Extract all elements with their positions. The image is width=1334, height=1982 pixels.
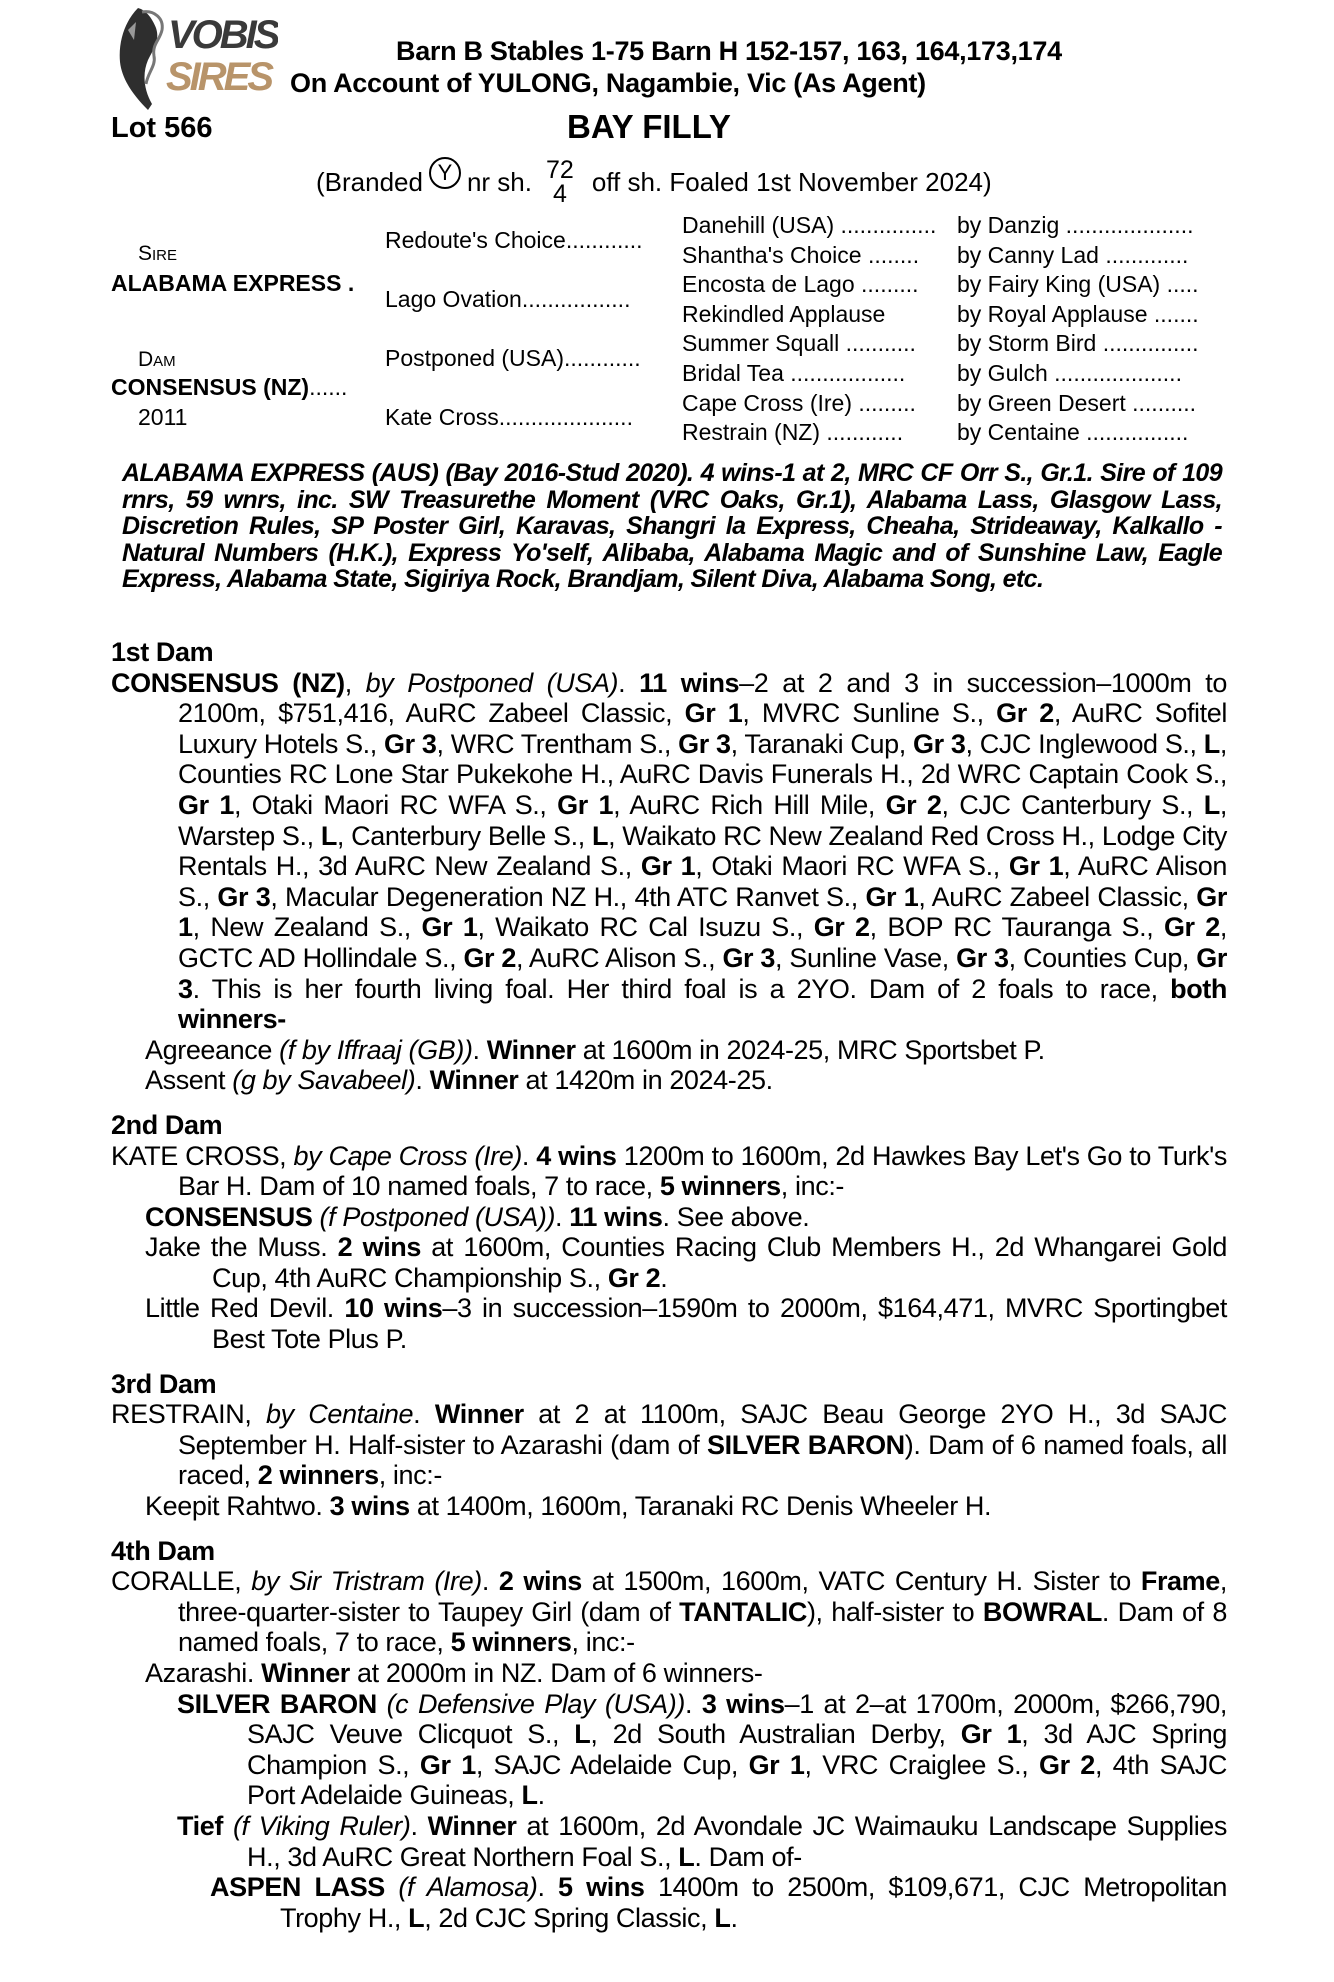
section-heading: 4th Dam [111,1535,215,1566]
leader-dots: ........ [867,241,920,268]
text-run: both winners- [178,973,1227,1035]
text-run: 4 wins [536,1140,617,1171]
great-grandsire-name: by Gulch [957,360,1048,386]
leader-dots: .......... [1132,389,1197,416]
great-grandsire-name: by Centaine [957,419,1080,446]
text-run: , WRC Trentham S., [436,728,679,759]
pedigree-great-grandparent [682,330,916,357]
text-run: . [684,1688,702,1719]
section-heading: 2nd Dam [111,1109,223,1140]
pedigree-great-grandparent [682,390,916,417]
text-run: L [408,1902,425,1933]
progeny-record [111,1232,1227,1293]
leader-dots: ................ [1086,419,1189,446]
text-run: . This is her fourth living foal. Her third foal is a 2YO. Dam of 2 foals to race, [192,973,1171,1004]
text-run: SILVER BARON [177,1688,377,1719]
sire-dots: . [347,270,355,296]
text-run: , AuRC Sofitel Luxury Hotels S., [178,698,1227,759]
dam-record [111,1141,1227,1202]
text-run: , Macular Degeneration NZ H., 4th ATC Ranvet S., [270,881,866,912]
text-run: , Counties Cup, [1008,942,1197,973]
text-run: L [714,1902,731,1933]
pedigree-great-grandsire [957,390,1196,417]
text-run [385,1872,399,1902]
text-run: Gr 1 [865,881,919,912]
text-run: at 2 at 1100m, SAJC Beau George 2YO H., 3d SAJC September H. Half-sister to Azarashi (dam of [178,1399,1227,1460]
great-grandparent-name: Shantha's Choice [682,241,862,268]
text-run: TANTALIC [679,1596,807,1627]
sire-label: Sire [138,242,178,265]
text-run: Frame [1140,1566,1220,1597]
leader-dots: ................. [521,286,631,312]
text-run: . [555,1201,570,1232]
text-run: , AuRC Zabeel Classic, [918,881,1197,912]
text-run: . [410,1810,428,1841]
foaling-date: off sh. Foaled 1st November 2024) [591,166,992,197]
progeny-record [111,1689,1227,1811]
leader-dots: ............. [1105,241,1189,268]
text-run: at 1600m in 2024-25, MRC Sportsbet P. [575,1034,1045,1065]
text-run: 5 wins [558,1872,645,1903]
text-run: (f Alamosa) [398,1872,538,1903]
barn-location: Barn B Stables 1-75 Barn H 152-157, 163, 164,173,174 [396,36,1062,66]
text-run: , SAJC Adelaide Cup, [475,1749,749,1780]
great-grandsire-name: by Canny Lad [957,241,1099,268]
great-grandparent-name: Restrain (NZ) [682,419,821,446]
brand-symbol-icon: Y [429,157,461,189]
text-run: Gr 3 [956,942,1009,973]
dam-name-text: CONSENSUS (NZ) [111,374,310,400]
text-run: 2 wins [337,1232,421,1263]
progeny-record [111,1872,1227,1933]
text-run: SILVER BARON [707,1429,905,1460]
dam-record [111,668,1227,1035]
great-grandsire-name: by Storm Bird [957,330,1097,357]
pedigree-great-grandparent [682,212,936,239]
dam-dots: ...... [309,374,348,400]
pedigree-great-grandparent [682,271,919,298]
leader-dots: ..... [1166,271,1199,298]
text-run: Gr 2 [1163,912,1220,943]
text-run: Gr 1 [684,698,743,729]
text-run: ). Dam of 6 named foals, all raced, [178,1429,1227,1491]
text-run: . [730,1902,738,1933]
text-run: , inc:- [780,1171,845,1202]
pedigree-great-grandsire [957,242,1188,269]
great-grandsire-name: by Royal Applause [957,300,1148,327]
text-run: , CJC Canterbury S., [941,789,1204,820]
text-run: (c Defensive Play (USA)) [386,1688,685,1719]
text-run: Assent [145,1065,233,1096]
text-run: by Cape Cross (Ire) [293,1140,522,1171]
pedigree-great-grandparent [682,419,903,446]
text-run: Winner [261,1658,350,1688]
vobis-sires-logo [108,0,278,112]
leader-dots: ............... [840,212,937,238]
text-run: . [537,1780,545,1811]
pedigree-great-grandsire [957,360,1182,387]
lot-number: Lot 566 [111,112,213,144]
text-run: , AuRC Alison S., [178,851,1227,912]
text-run: , AuRC Alison S., [516,942,723,973]
dam-record [111,1566,1227,1658]
text-run: , 3d AJC Spring Champion S., [247,1719,1228,1780]
vendor-account: On Account of YULONG, Nagambie, Vic (As Agent) [290,68,926,98]
text-run: . [472,1034,487,1065]
progeny-record [111,1065,1227,1096]
great-grandparent-name: Summer Squall [682,330,840,357]
text-run: 1200m to 1600m, 2d Hawkes Bay Let's Go to Turk's Bar H. Dam of 10 named foals, 7 to race, [178,1140,1227,1202]
text-run: Gr 2 [996,698,1054,729]
text-run [377,1689,387,1719]
text-run: RESTRAIN, [111,1399,266,1430]
pedigree-grandparent [385,227,643,254]
text-run: Gr 1 [421,912,478,943]
grandparent-name: Lago Ovation [385,286,522,312]
text-run: Gr 1 [178,789,234,820]
svg-text:VOBIS: VOBIS [168,13,278,57]
leader-dots: ......... [858,389,916,416]
text-run: , inc:- [571,1627,635,1658]
text-run: Gr 1 [557,789,614,820]
great-grandparent-name: Rekindled Applause [682,300,886,327]
text-run: (g by Savabeel) [232,1065,416,1096]
text-run: . Dam of 8 named foals, 7 to race, [178,1596,1227,1658]
great-grandsire-name: by Danzig [957,212,1060,238]
progeny-record [111,1202,1227,1233]
leader-dots: ..................... [498,404,633,430]
svg-text:SIRES: SIRES [166,55,272,99]
text-run: 2 winners [257,1460,379,1491]
text-run: , GCTC AD Hollindale S., [178,912,1227,973]
text-run: (f Viking Ruler) [232,1810,411,1841]
dam-label: Dam [138,348,176,371]
text-run: Gr 2 [1039,1749,1095,1780]
text-run: , Sunline Vase, [775,942,957,973]
text-run: 5 winners [450,1627,572,1658]
text-run: , Waikato RC Cal Isuzu S., [477,912,814,943]
text-run: Gr 2 [885,789,942,820]
leader-dots: ............ [826,419,904,446]
text-run: L [1203,789,1220,820]
text-run: Little Red Devil. [145,1293,345,1324]
great-grandparent-name: Cape Cross (Ire) [682,389,852,416]
grandparent-name: Postponed (USA) [385,345,564,371]
text-run: Gr 1 [1008,851,1064,882]
text-run: , New Zealand S., [192,912,422,943]
text-run: , MVRC Sunline S., [742,698,997,729]
text-run: Gr 1 [640,851,696,882]
pedigree-grandparent [385,345,641,372]
text-run: Gr 3 [678,728,731,759]
text-run: Gr 2 [813,912,870,943]
text-run: CONSENSUS [145,1201,313,1232]
text-run: BOWRAL [982,1596,1102,1627]
text-run: L [591,820,609,851]
text-run: L [521,1780,538,1811]
text-run: Keepit Rahtwo. [145,1491,330,1522]
pedigree-great-grandparent [682,242,919,269]
pedigree-great-grandsire [957,212,1193,239]
text-run: 2 wins [498,1566,582,1597]
dam-line [111,637,1227,1933]
text-run: ASPEN LASS [210,1872,385,1903]
text-run: L [678,1841,695,1872]
text-run: at 1500m, 1600m, VATC Century H. Sister to [581,1566,1141,1597]
brand-number [546,158,574,206]
text-run: –2 at 2 and 3 in succession–1000m to 2100m, $751,416, AuRC Zabeel Classic, [178,667,1227,729]
near-shoulder: nr sh. [466,166,532,197]
pedigree-grandparent [385,404,633,431]
text-run: at 1600m, 2d Avondale JC Waimauku Landscape Supplies H., 3d AuRC Great Northern Foal S., [247,1810,1228,1872]
text-run: Jake the Muss. [145,1232,338,1263]
progeny-record [111,1035,1227,1066]
branded-prefix: (Branded [316,166,423,197]
leader-dots: ......... [861,271,919,298]
text-run: Winner [434,1399,524,1430]
dam-name [111,374,347,401]
grandparent-name: Redoute's Choice [385,227,566,253]
text-run: , Warstep S., [178,789,1227,851]
leader-dots: ............... [1102,330,1199,357]
progeny-record [111,1658,1227,1689]
leader-dots: ............ [565,227,643,253]
text-run: 10 wins [344,1293,443,1324]
great-grandsire-name: by Fairy King (USA) [957,271,1161,298]
pedigree-grandparent [385,286,630,313]
text-run: Gr 3 [722,942,775,973]
text-run: Gr 1 [178,881,1227,943]
dam-year: 2011 [138,404,188,430]
text-run: Winner [427,1810,517,1841]
pedigree-great-grandparent [682,301,885,328]
horse-description: BAY FILLY [567,108,731,145]
brand-number-bottom: 4 [552,180,567,208]
text-run: 5 winners [659,1171,781,1202]
text-run: , Taranaki Cup, [730,728,913,759]
text-run: Agreeance [145,1034,280,1065]
text-run: Gr 2 [607,1262,661,1293]
text-run: . [537,1872,559,1903]
pedigree-great-grandsire [957,330,1199,357]
text-run: Gr 3 [178,942,1227,1004]
text-run: , three-quarter-sister to Taupey Girl (dam of [178,1566,1228,1627]
text-run: 3 wins [329,1491,410,1522]
text-run: Gr 3 [384,728,437,759]
text-run: , [344,667,366,698]
sire-name-text: ALABAMA EXPRESS [111,270,342,296]
text-run: KATE CROSS, [111,1140,294,1171]
text-run: . [521,1140,537,1171]
text-run: , 2d CJC Spring Classic, [424,1902,715,1933]
text-run: , AuRC Rich Hill Mile, [613,789,886,820]
text-run: (f Postponed (USA)) [319,1201,556,1232]
text-run: , Waikato RC New Zealand Red Cross H., Lodge City Rentals H., 3d AuRC New Zealand S., [178,820,1227,882]
leader-dots: ....... [1153,300,1199,327]
progeny-record [111,1491,1227,1522]
text-run: , Counties RC Lone Star Pukekohe H., AuRC Davis Funerals H., 2d WRC Captain Cook S., [178,728,1227,790]
grandparent-name: Kate Cross [385,404,499,430]
pedigree-great-grandsire [957,419,1188,446]
leader-dots: .................. [790,360,906,386]
text-run: (f by Iffraaj (GB)) [279,1034,473,1065]
leader-dots: ............ [563,345,641,371]
text-run: at 1600m, Counties Racing Club Members H., 2d Whangarei Gold Cup, 4th AuRC Championship S., [212,1232,1227,1293]
leader-dots: .................... [1065,212,1194,238]
text-run: , inc:- [378,1460,442,1491]
text-run: L [574,1719,591,1750]
text-run: , BOP RC Tauranga S., [869,912,1164,943]
dam-record [111,1399,1227,1491]
great-grandparent-name: Bridal Tea [682,360,784,386]
text-run: Winner [486,1034,576,1065]
great-grandsire-name: by Green Desert [957,389,1126,416]
text-run: Winner [429,1065,519,1096]
text-run: . [481,1566,499,1597]
text-run: L [320,820,337,851]
section-heading: 1st Dam [111,637,214,667]
text-run: . [660,1262,668,1293]
text-run: Gr 2 [463,942,516,973]
leader-dots: .................... [1054,360,1182,386]
text-run: at 1420m in 2024-25. [518,1065,773,1096]
text-run [312,1202,319,1232]
brand-number-top: 72 [546,156,574,184]
brand-foaling-line [316,158,992,206]
text-run: , Otaki Maori RC WFA S., [695,851,1009,882]
text-run: Gr 1 [419,1749,476,1780]
sire-summary: ALABAMA EXPRESS (AUS) (Bay 2016-Stud 2020). 4 wins-1 at 2, MRC CF Orr S., Gr.1. Sire of 109 rnrs, 59 wnrs, inc. SW Treasurethe Moment (VRC Oaks, Gr.1), Alabama Lass, Glasgow Lass, Discretion Rules, SP Poster Girl, Karavas, Shangri la Express, Cheaha, Strideaway, Kalkallo - Natural Numbers (H.K.), Express Yo'self, Alibaba, Alabama Magic and of Sunshine Law, Eagle Express, Alabama State, Sigiriya Rock, Brandjam, Silent Diva, Alabama Song, etc. [122,459,1222,594]
text-run: at 2000m in NZ. Dam of 6 winners- [349,1658,763,1688]
text-run: . [415,1065,430,1096]
pedigree-great-grandsire [957,301,1199,328]
text-run: Gr 3 [217,881,271,912]
great-grandparent-name: Danehill (USA) [682,212,835,238]
text-run: , Otaki Maori RC WFA S., [233,789,558,820]
text-run: 3 wins [701,1688,785,1719]
text-run: Gr 3 [913,728,966,759]
text-run: CORALLE, [111,1566,252,1597]
text-run: . See above. [662,1201,810,1232]
text-run: by Centaine [266,1399,414,1430]
text-run: Azarashi. [145,1658,262,1688]
text-run: , VRC Craiglee S., [804,1749,1039,1780]
section-heading: 3rd Dam [111,1368,217,1399]
text-run: , CJC Inglewood S., [965,728,1204,759]
progeny-record [111,1293,1227,1354]
text-run: . [413,1399,435,1430]
great-grandparent-name: Encosta de Lago [682,271,855,298]
text-run: by Postponed (USA) [365,667,619,698]
pedigree-great-grandsire [957,271,1199,298]
text-run: ), half-sister to [806,1596,983,1627]
text-run: CONSENSUS (NZ) [111,667,345,698]
text-run [223,1811,233,1841]
text-run: by Sir Tristram (Ire) [251,1566,482,1597]
text-run: –1 at 2–at 1700m, 2000m, $266,790, SAJC Veuve Clicquot S., [247,1688,1227,1750]
text-run: Gr 1 [960,1719,1022,1750]
text-run: at 1400m, 1600m, Taranaki RC Denis Wheeler H. [409,1491,992,1522]
text-run: –3 in succession–1590m to 2000m, $164,471, MVRC Sportingbet Best Tote Plus P. [212,1293,1227,1355]
text-run: 1400m to 2500m, $109,671, CJC Metropolitan Trophy H., [280,1872,1227,1933]
leader-dots: ........... [845,330,916,357]
text-run: Tief [177,1810,223,1841]
text-run: . [618,667,640,698]
text-run: . Dam of- [694,1841,802,1872]
sire-name [111,270,354,297]
text-run: Gr 1 [748,1749,805,1780]
text-run: L [1203,728,1220,759]
text-run: , 2d South Australian Derby, [590,1719,961,1750]
text-run: , 4th SAJC Port Adelaide Guineas, [247,1749,1227,1811]
text-run: 11 wins [639,667,740,698]
pedigree-great-grandparent [682,360,905,387]
text-run: 11 wins [569,1201,663,1232]
progeny-record [111,1811,1227,1872]
text-run: , Canterbury Belle S., [336,820,592,851]
